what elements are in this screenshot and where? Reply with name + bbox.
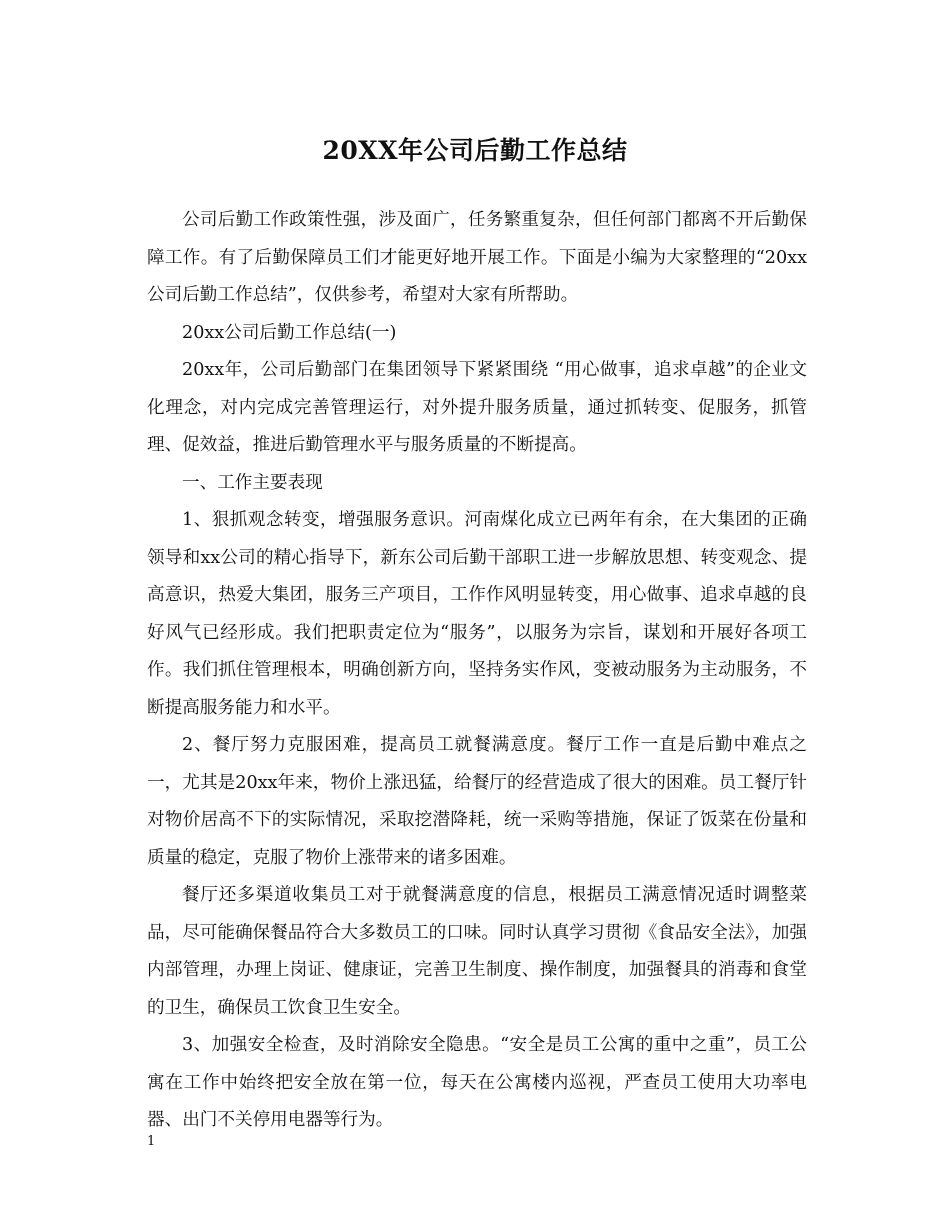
paragraph-overview: 20xx年，公司后勤部门在集团领导下紧紧围绕 “用心做事，追求卓越”的企业文化理念，对内完成完善管理运行，对外提升服务质量，通过抓转变、促服务，抓管理、促效益，推进后勤管理水平与服务质量的不断提高。 [147, 360, 807, 455]
document-title: 20XX年公司后勤工作总结 [322, 136, 628, 165]
document-body [147, 202, 807, 1140]
paragraph-intro: 公司后勤工作政策性强，涉及面广，任务繁重复杂，但任何部门都离不开后勤保障工作。有了后勤保障员工们才能更好地开展工作。下面是小编为大家整理的“20xx公司后勤工作总结”，仅供参考，希望对大家有所帮助。 [147, 210, 807, 305]
paragraph-section-heading: 20xx公司后勤工作总结(一) [182, 322, 397, 343]
paragraph-item-2-cont: 餐厅还多渠道收集员工对于就餐满意度的信息，根据员工满意情况适时调整菜品，尽可能确保餐品符合大多数员工的口味。同时认真学习贯彻《食品安全法》，加强内部管理，办理上岗证、健康证，完善卫生制度、操作制度，加强餐具的消毒和食堂的卫生，确保员工饮食卫生安全。 [147, 885, 807, 1018]
paragraph-item-2: 2、餐厅努力克服困难，提高员工就餐满意度。餐厅工作一直是后勤中难点之一，尤其是20xx年来，物价上涨迅猛，给餐厅的经营造成了很大的困难。员工餐厅针对物价居高不下的实际情况，采取挖潜降耗，统一采购等措施，保证了饭菜在份量和质量的稳定，克服了物价上涨带来的诸多困难。 [147, 735, 807, 868]
page-number: 1 [147, 1134, 156, 1149]
paragraph-item-3: 3、加强安全检查，及时消除安全隐患。“安全是员工公寓的重中之重”，员工公寓在工作中始终把安全放在第一位，每天在公寓楼内巡视，严查员工使用大功率电器、出门不关停用电器等行为。 [147, 1035, 807, 1130]
paragraph-item-1: 1、狠抓观念转变，增强服务意识。河南煤化成立已两年有余，在大集团的正确领导和xx公司的精心指导下，新东公司后勤干部职工进一步解放思想、转变观念、提高意识，热爱大集团，服务三产项目，工作作风明显转变，用心做事、追求卓越的良好风气已经形成。我们把职责定位为“服务”，以服务为宗旨，谋划和开展好各项工作。我们抓住管理根本，明确创新方向，坚持务实作风，变被动服务为主动服务，不断提高服务能力和水平。 [147, 510, 807, 718]
paragraph-subheading: 一、工作主要表现 [182, 472, 323, 493]
